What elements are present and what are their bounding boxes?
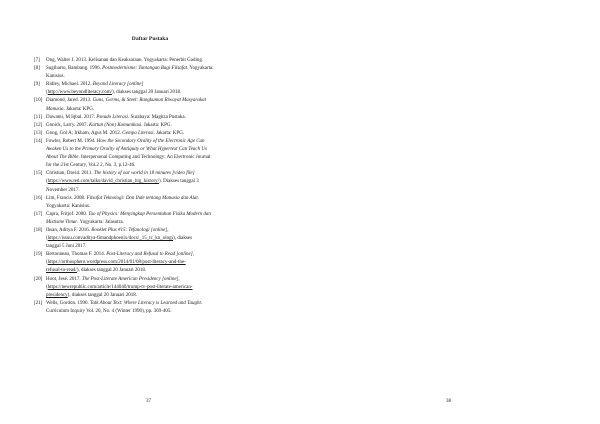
reference-title-italic: Awaken Us to the Primary Orality of Antiquity or What Hypertext Can Teach Us [46,147,207,153]
reference-segment: . Interpersonal Computing and Technology: An Electronic Journal [78,155,211,161]
reference-item [34,97,296,113]
reference-text [46,97,296,113]
reference-line [46,243,296,251]
reference-segment: Christian, David. 2011. [46,171,94,177]
reference-segment: , [167,227,169,233]
reference-segment: ( [46,284,48,290]
reference-link[interactable]: refusal-to-read/ [46,268,77,274]
reference-segment: ), diakses tanggal 20 Januari 2018. [76,268,147,274]
reference-text [46,276,296,300]
reference-item [34,65,296,81]
reference-line [46,251,296,259]
reference-segment: ), diakses [173,236,192,242]
reference-number: [7] [34,58,40,63]
reference-segment: Gong, Gol A; Irkham, Agus M. 2012. [46,130,123,136]
reference-link[interactable]: http://www.beyondliteracy.com/ [47,90,113,96]
reference-segment: . Yogyakarta: Jalasutra. [77,219,124,225]
reference-number: [10] [34,98,43,104]
reference-title-italic: How the Secondary Orality of the Electronic Age Can [96,138,205,144]
reference-title-italic: Manusia [46,106,64,112]
reference-number: [13] [34,130,43,136]
reference-line [46,130,296,138]
reference-item [34,81,296,97]
reference-text [46,195,296,211]
reference-segment: tanggal 5 Juni 2017. [46,244,87,250]
reference-text [46,300,296,316]
reference-line [46,138,296,146]
reference-link[interactable]: https://orthosphere.wordpress.com/2014/01/08/post-literacy-and-the- [47,260,186,266]
reference-title-italic: Postmodernisme: Tantangan Bagi Filsafat [102,66,188,72]
reference-line [46,97,296,105]
reference-line [46,203,296,211]
reference-line [46,178,296,186]
reference-line [46,170,296,178]
reference-line [46,235,296,243]
reference-segment: ), diakses tanggal 20 Januari 2018. [112,90,182,96]
reference-segment: Sugiharto, Bambang. 1996. [46,66,103,72]
reference-number: [18] [34,227,43,233]
reference-line [46,187,296,195]
reference-line [46,219,296,227]
reference-number: [17] [34,211,43,217]
reference-line [46,308,296,316]
reference-title-italic: The Post-Literate American Presidency [online] [81,276,179,282]
reference-line [46,89,296,97]
reference-segment: Bertonneau, Thomas F. 2014. [46,252,107,258]
reference-title-italic: Kartun (Non) Komunikasi [89,122,142,128]
reference-item [34,130,296,138]
reference-number: [12] [34,122,43,128]
reference-number: [9] [34,82,40,88]
reference-line [46,73,296,81]
reference-title-italic: The history of our world in 18 minutes [video file] [93,171,195,177]
reference-item [34,170,296,194]
reference-line [46,154,296,162]
reference-segment: Diamond, Jared. 2013. [46,98,93,104]
reference-title-italic: Pseudo Literasi [96,114,128,120]
reference-number: [16] [34,195,43,201]
reference-line [46,57,296,65]
reference-line [46,267,296,275]
reference-segment: Dawami, M Iqbal. 2017. [46,114,97,120]
reference-line [46,259,296,267]
reference-text [46,130,296,138]
reference-item [34,122,296,130]
reference-item [34,300,296,316]
reference-number: [15] [34,171,43,177]
reference-line [46,162,296,170]
reference-segment: Capra, Fritjof. 2000. [46,211,89,217]
reference-item [34,114,296,122]
reference-title-italic: Tao of Physics: Menyingkap Persentuhan Fisika Modern dan [88,211,211,217]
reference-line [46,122,296,130]
reference-segment: Yogyakarta: Kanisius. [46,203,91,209]
reference-segment: Curriculum Inquiry Vol. 20, No. 4 (Winter 1990), pp. 369-405. [46,308,172,314]
reference-title-italic: Post-Literacy and Refusal to Read [online] [106,252,193,258]
reference-text [46,122,296,130]
page-number-right: 38 [446,399,451,404]
reference-title-italic: Booklet Plus #15: Tefanologi [online] [91,227,168,233]
reference-line [46,292,296,300]
reference-line [46,146,296,154]
reference-line [46,300,296,308]
reference-line [46,65,296,73]
reference-segment: . Jakarta: KPG. [153,130,185,136]
reference-segment: Ridley, Michael. 2012. [46,82,93,88]
reference-link[interactable]: https://newrepublic.com/article/144040/trump-tv-post-literate-american- [47,284,193,290]
reference-item [34,138,296,170]
reference-segment: . Jakarta: KPG. [63,106,95,112]
reference-link[interactable]: presidency [46,292,68,298]
reference-text [46,81,296,97]
reference-item [34,276,296,300]
reference-title-italic: Mistisme Timur [46,219,78,225]
reference-title-italic: Beyond Literacy [online] [92,82,144,88]
reference-segment: , [178,276,180,282]
reference-segment: Lim, Francis. 2008. [46,195,87,201]
reference-segment: Gonick, Larry. 2007. [46,122,89,128]
reference-number: [14] [34,138,43,144]
reference-text [46,57,296,65]
reference-segment: November 2017. [46,187,80,193]
reference-segment: Kanisius. [46,74,65,80]
reference-text [46,170,296,194]
reference-title-italic: Filsafat Teknologi: Don Ihde tentang Manusia dan Alat [86,195,198,201]
reference-line [46,227,296,235]
reference-number: [8] [34,66,40,72]
reference-segment: Ihsan, Aditya F. 2016. [46,227,92,233]
reference-text [46,211,296,227]
reference-segment: Fowler, Robert M. 1994. [46,138,97,144]
reference-number: [19] [34,252,43,258]
reference-segment: ( [46,179,48,185]
reference-link[interactable]: https://www.ted.com/talks/david_christian_big_history/ [47,179,160,185]
reference-segment: . Surabaya: Maghza Pustaka. [127,114,186,120]
page-number-left: 37 [146,399,151,404]
reference-item [34,211,296,227]
reference-item [34,57,296,65]
reference-segment: Hoot, Jesé. 2017. [46,276,82,282]
reference-segment: ( [46,90,48,96]
reference-segment: . [197,195,200,201]
reference-number: [11] [34,114,43,120]
reference-list [34,57,296,316]
reference-title-italic: About The Bible [46,155,79,161]
reference-segment: . Yogyakarta: [187,66,214,72]
reference-number: [21] [34,300,43,306]
reference-line [46,81,296,89]
reference-item [34,251,296,275]
reference-segment: ), diakses tanggal 20 Januari 2018. [67,292,137,298]
reference-text [46,114,296,122]
reference-text [46,251,296,275]
reference-segment: . [200,300,203,306]
reference-title-italic: Gempa Literasi [122,130,154,136]
reference-segment: for the 21st Century, Vol.2 2, No. 3, p.12-46. [46,163,136,169]
reference-segment: ( [46,260,48,266]
reference-segment: ( [46,236,48,242]
reference-segment: Ong, Walter J. 2013. Kelisanan dan Keaksaraan. Yogyakarta: Penerbit Gading. [46,58,204,63]
reference-line [46,284,296,292]
reference-segment: . Jakarta: KPG. [141,122,172,128]
reference-title-italic: Talk About Text: Where Literacy is Learned and Taught [90,300,201,306]
reference-segment: Wells, Gordon. 1990. [46,300,91,306]
reference-segment: , [192,252,194,258]
reference-title-italic: Guns, Germs, & Steel: Rangkuman Riwayat Masyarakat [92,98,206,104]
reference-item [34,195,296,211]
reference-text [46,138,296,170]
reference-line [46,276,296,284]
reference-number: [20] [34,276,43,282]
reference-item [34,227,296,251]
reference-line [46,114,296,122]
reference-line [46,211,296,219]
reference-line [46,106,296,114]
reference-text [46,65,296,81]
reference-segment: ). Diakses tanggal 3 [159,179,199,185]
reference-link[interactable]: https://issuu.com/aditya-fimandphoenix/docs/_15_tc_kn_ologi [47,236,174,242]
reference-line [46,195,296,203]
page-title: Daftar Pustaka [131,36,169,42]
reference-text [46,227,296,251]
